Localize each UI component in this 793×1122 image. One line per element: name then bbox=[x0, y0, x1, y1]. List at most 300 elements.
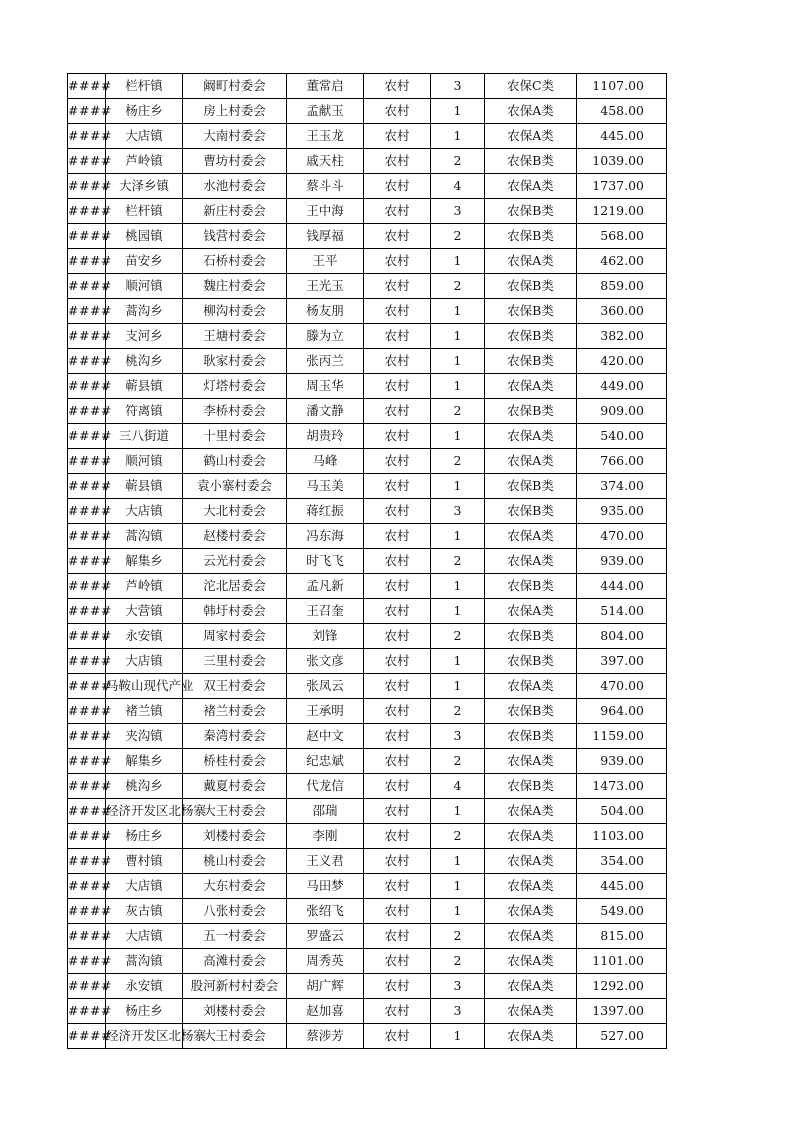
village-cell: 刘楼村委会 bbox=[183, 824, 287, 849]
table-row bbox=[68, 974, 667, 999]
area-type-cell: 农村 bbox=[364, 124, 431, 149]
amount-cell: 527.00 bbox=[577, 1024, 667, 1049]
name-cell: 胡贵玲 bbox=[287, 424, 364, 449]
date-cell: #### bbox=[68, 774, 106, 799]
date-cell: #### bbox=[68, 674, 106, 699]
count-cell: 2 bbox=[431, 149, 485, 174]
name-cell: 周秀英 bbox=[287, 949, 364, 974]
count-cell: 1 bbox=[431, 349, 485, 374]
count-cell: 1 bbox=[431, 674, 485, 699]
date-cell: #### bbox=[68, 974, 106, 999]
village-cell: 秦湾村委会 bbox=[183, 724, 287, 749]
amount-cell: 804.00 bbox=[577, 624, 667, 649]
area-type-cell: 农村 bbox=[364, 699, 431, 724]
table-row bbox=[68, 824, 667, 849]
township-cell: 大泽乡镇 bbox=[106, 174, 183, 199]
village-cell: 魏庄村委会 bbox=[183, 274, 287, 299]
category-cell: 农保A类 bbox=[485, 249, 577, 274]
name-cell: 董常启 bbox=[287, 74, 364, 99]
area-type-cell: 农村 bbox=[364, 499, 431, 524]
category-cell: 农保B类 bbox=[485, 699, 577, 724]
area-type-cell: 农村 bbox=[364, 199, 431, 224]
count-cell: 4 bbox=[431, 774, 485, 799]
name-cell: 蔡涉芳 bbox=[287, 1024, 364, 1049]
name-cell: 代龙信 bbox=[287, 774, 364, 799]
category-cell: 农保A类 bbox=[485, 449, 577, 474]
table-row bbox=[68, 724, 667, 749]
name-cell: 王中海 bbox=[287, 199, 364, 224]
table-row bbox=[68, 199, 667, 224]
table-row bbox=[68, 349, 667, 374]
township-cell: 蒿沟镇 bbox=[106, 524, 183, 549]
village-cell: 耿家村委会 bbox=[183, 349, 287, 374]
name-cell: 张绍飞 bbox=[287, 899, 364, 924]
township-cell: 桃沟乡 bbox=[106, 774, 183, 799]
category-cell: 农保B类 bbox=[485, 499, 577, 524]
count-cell: 3 bbox=[431, 199, 485, 224]
area-type-cell: 农村 bbox=[364, 324, 431, 349]
table-row bbox=[68, 749, 667, 774]
category-cell: 农保A类 bbox=[485, 924, 577, 949]
category-cell: 农保A类 bbox=[485, 549, 577, 574]
count-cell: 1 bbox=[431, 899, 485, 924]
village-cell: 戴夏村委会 bbox=[183, 774, 287, 799]
category-cell: 农保A类 bbox=[485, 899, 577, 924]
count-cell: 1 bbox=[431, 1024, 485, 1049]
amount-cell: 449.00 bbox=[577, 374, 667, 399]
amount-cell: 470.00 bbox=[577, 674, 667, 699]
amount-cell: 1159.00 bbox=[577, 724, 667, 749]
township-cell: 蕲县镇 bbox=[106, 474, 183, 499]
category-cell: 农保B类 bbox=[485, 649, 577, 674]
township-cell: 芦岭镇 bbox=[106, 149, 183, 174]
count-cell: 2 bbox=[431, 549, 485, 574]
amount-cell: 939.00 bbox=[577, 549, 667, 574]
category-cell: 农保A类 bbox=[485, 799, 577, 824]
township-cell: 大店镇 bbox=[106, 124, 183, 149]
township-cell: 大店镇 bbox=[106, 874, 183, 899]
area-type-cell: 农村 bbox=[364, 724, 431, 749]
area-type-cell: 农村 bbox=[364, 549, 431, 574]
township-cell: 苗安乡 bbox=[106, 249, 183, 274]
count-cell: 4 bbox=[431, 174, 485, 199]
table-row bbox=[68, 649, 667, 674]
township-cell: 灰古镇 bbox=[106, 899, 183, 924]
amount-cell: 1107.00 bbox=[577, 74, 667, 99]
name-cell: 孟凡新 bbox=[287, 574, 364, 599]
amount-cell: 859.00 bbox=[577, 274, 667, 299]
count-cell: 1 bbox=[431, 324, 485, 349]
category-cell: 农保A类 bbox=[485, 974, 577, 999]
township-cell: 栏杆镇 bbox=[106, 74, 183, 99]
village-cell: 曹坊村委会 bbox=[183, 149, 287, 174]
area-type-cell: 农村 bbox=[364, 274, 431, 299]
date-cell: #### bbox=[68, 249, 106, 274]
township-cell: 解集乡 bbox=[106, 549, 183, 574]
area-type-cell: 农村 bbox=[364, 99, 431, 124]
area-type-cell: 农村 bbox=[364, 449, 431, 474]
township-cell: 桃园镇 bbox=[106, 224, 183, 249]
amount-cell: 964.00 bbox=[577, 699, 667, 724]
name-cell: 马玉美 bbox=[287, 474, 364, 499]
category-cell: 农保B类 bbox=[485, 324, 577, 349]
area-type-cell: 农村 bbox=[364, 524, 431, 549]
table-row bbox=[68, 624, 667, 649]
date-cell: #### bbox=[68, 324, 106, 349]
category-cell: 农保A类 bbox=[485, 424, 577, 449]
name-cell: 王玉龙 bbox=[287, 124, 364, 149]
date-cell: #### bbox=[68, 599, 106, 624]
area-type-cell: 农村 bbox=[364, 974, 431, 999]
category-cell: 农保B类 bbox=[485, 274, 577, 299]
date-cell: #### bbox=[68, 474, 106, 499]
table-row bbox=[68, 474, 667, 499]
area-type-cell: 农村 bbox=[364, 424, 431, 449]
date-cell: #### bbox=[68, 499, 106, 524]
area-type-cell: 农村 bbox=[364, 874, 431, 899]
table-row bbox=[68, 874, 667, 899]
category-cell: 农保A类 bbox=[485, 949, 577, 974]
village-cell: 大王村委会 bbox=[183, 1024, 287, 1049]
category-cell: 农保A类 bbox=[485, 674, 577, 699]
township-cell: 三八街道 bbox=[106, 424, 183, 449]
amount-cell: 1397.00 bbox=[577, 999, 667, 1024]
date-cell: #### bbox=[68, 549, 106, 574]
amount-cell: 445.00 bbox=[577, 874, 667, 899]
amount-cell: 1103.00 bbox=[577, 824, 667, 849]
table-row bbox=[68, 699, 667, 724]
village-cell: 高滩村委会 bbox=[183, 949, 287, 974]
count-cell: 2 bbox=[431, 449, 485, 474]
category-cell: 农保B类 bbox=[485, 774, 577, 799]
table-row bbox=[68, 249, 667, 274]
category-cell: 农保B类 bbox=[485, 299, 577, 324]
count-cell: 1 bbox=[431, 649, 485, 674]
amount-cell: 568.00 bbox=[577, 224, 667, 249]
table-row bbox=[68, 849, 667, 874]
count-cell: 3 bbox=[431, 974, 485, 999]
count-cell: 3 bbox=[431, 999, 485, 1024]
name-cell: 戚天柱 bbox=[287, 149, 364, 174]
date-cell: #### bbox=[68, 199, 106, 224]
township-cell: 杨庄乡 bbox=[106, 99, 183, 124]
category-cell: 农保B类 bbox=[485, 149, 577, 174]
date-cell: #### bbox=[68, 799, 106, 824]
amount-cell: 909.00 bbox=[577, 399, 667, 424]
village-cell: 十里村委会 bbox=[183, 424, 287, 449]
date-cell: #### bbox=[68, 724, 106, 749]
village-cell: 周家村委会 bbox=[183, 624, 287, 649]
amount-cell: 504.00 bbox=[577, 799, 667, 824]
area-type-cell: 农村 bbox=[364, 774, 431, 799]
village-cell: 沱北居委会 bbox=[183, 574, 287, 599]
date-cell: #### bbox=[68, 849, 106, 874]
township-cell: 经济开发区北杨寨 bbox=[106, 1024, 183, 1049]
date-cell: #### bbox=[68, 349, 106, 374]
count-cell: 1 bbox=[431, 249, 485, 274]
village-cell: 新庄村委会 bbox=[183, 199, 287, 224]
name-cell: 时飞飞 bbox=[287, 549, 364, 574]
category-cell: 农保B类 bbox=[485, 199, 577, 224]
date-cell: #### bbox=[68, 1024, 106, 1049]
date-cell: #### bbox=[68, 949, 106, 974]
count-cell: 2 bbox=[431, 924, 485, 949]
date-cell: #### bbox=[68, 124, 106, 149]
amount-cell: 470.00 bbox=[577, 524, 667, 549]
village-cell: 钱营村委会 bbox=[183, 224, 287, 249]
village-cell: 大王村委会 bbox=[183, 799, 287, 824]
category-cell: 农保B类 bbox=[485, 574, 577, 599]
category-cell: 农保A类 bbox=[485, 824, 577, 849]
date-cell: #### bbox=[68, 624, 106, 649]
area-type-cell: 农村 bbox=[364, 299, 431, 324]
name-cell: 王承明 bbox=[287, 699, 364, 724]
area-type-cell: 农村 bbox=[364, 749, 431, 774]
table-row bbox=[68, 574, 667, 599]
table-row bbox=[68, 674, 667, 699]
township-cell: 经济开发区北杨寨 bbox=[106, 799, 183, 824]
name-cell: 王义君 bbox=[287, 849, 364, 874]
table-row bbox=[68, 449, 667, 474]
date-cell: #### bbox=[68, 824, 106, 849]
area-type-cell: 农村 bbox=[364, 399, 431, 424]
count-cell: 1 bbox=[431, 849, 485, 874]
count-cell: 1 bbox=[431, 474, 485, 499]
township-cell: 蕲县镇 bbox=[106, 374, 183, 399]
table-row bbox=[68, 524, 667, 549]
village-cell: 水池村委会 bbox=[183, 174, 287, 199]
village-cell: 双王村委会 bbox=[183, 674, 287, 699]
count-cell: 1 bbox=[431, 299, 485, 324]
category-cell: 农保A类 bbox=[485, 874, 577, 899]
count-cell: 2 bbox=[431, 274, 485, 299]
amount-cell: 420.00 bbox=[577, 349, 667, 374]
table-row bbox=[68, 949, 667, 974]
amount-cell: 549.00 bbox=[577, 899, 667, 924]
area-type-cell: 农村 bbox=[364, 224, 431, 249]
village-cell: 李桥村委会 bbox=[183, 399, 287, 424]
date-cell: #### bbox=[68, 524, 106, 549]
amount-cell: 766.00 bbox=[577, 449, 667, 474]
village-cell: 股河新村村委会 bbox=[183, 974, 287, 999]
village-cell: 赵楼村委会 bbox=[183, 524, 287, 549]
area-type-cell: 农村 bbox=[364, 149, 431, 174]
category-cell: 农保A类 bbox=[485, 749, 577, 774]
date-cell: #### bbox=[68, 449, 106, 474]
area-type-cell: 农村 bbox=[364, 849, 431, 874]
category-cell: 农保A类 bbox=[485, 124, 577, 149]
name-cell: 刘锋 bbox=[287, 624, 364, 649]
date-cell: #### bbox=[68, 899, 106, 924]
table-row bbox=[68, 224, 667, 249]
village-cell: 房上村委会 bbox=[183, 99, 287, 124]
name-cell: 钱厚福 bbox=[287, 224, 364, 249]
date-cell: #### bbox=[68, 999, 106, 1024]
name-cell: 赵加喜 bbox=[287, 999, 364, 1024]
category-cell: 农保B类 bbox=[485, 399, 577, 424]
category-cell: 农保B类 bbox=[485, 349, 577, 374]
township-cell: 永安镇 bbox=[106, 974, 183, 999]
data-table bbox=[67, 73, 667, 1049]
category-cell: 农保C类 bbox=[485, 74, 577, 99]
amount-cell: 1292.00 bbox=[577, 974, 667, 999]
amount-cell: 1737.00 bbox=[577, 174, 667, 199]
village-cell: 鹤山村委会 bbox=[183, 449, 287, 474]
name-cell: 邵瑞 bbox=[287, 799, 364, 824]
amount-cell: 360.00 bbox=[577, 299, 667, 324]
date-cell: #### bbox=[68, 424, 106, 449]
township-cell: 大店镇 bbox=[106, 499, 183, 524]
village-cell: 石桥村委会 bbox=[183, 249, 287, 274]
category-cell: 农保B类 bbox=[485, 224, 577, 249]
village-cell: 褚兰村委会 bbox=[183, 699, 287, 724]
area-type-cell: 农村 bbox=[364, 649, 431, 674]
table-row bbox=[68, 374, 667, 399]
village-cell: 灯塔村委会 bbox=[183, 374, 287, 399]
date-cell: #### bbox=[68, 649, 106, 674]
table-row bbox=[68, 74, 667, 99]
area-type-cell: 农村 bbox=[364, 1024, 431, 1049]
table-row bbox=[68, 324, 667, 349]
township-cell: 芦岭镇 bbox=[106, 574, 183, 599]
area-type-cell: 农村 bbox=[364, 624, 431, 649]
village-cell: 柳沟村委会 bbox=[183, 299, 287, 324]
count-cell: 3 bbox=[431, 499, 485, 524]
name-cell: 周玉华 bbox=[287, 374, 364, 399]
date-cell: #### bbox=[68, 99, 106, 124]
table-row bbox=[68, 299, 667, 324]
amount-cell: 935.00 bbox=[577, 499, 667, 524]
category-cell: 农保A类 bbox=[485, 599, 577, 624]
date-cell: #### bbox=[68, 574, 106, 599]
count-cell: 2 bbox=[431, 699, 485, 724]
township-cell: 永安镇 bbox=[106, 624, 183, 649]
table-row bbox=[68, 124, 667, 149]
village-cell: 五一村委会 bbox=[183, 924, 287, 949]
township-cell: 杨庄乡 bbox=[106, 999, 183, 1024]
name-cell: 张丙兰 bbox=[287, 349, 364, 374]
name-cell: 罗盛云 bbox=[287, 924, 364, 949]
name-cell: 李刚 bbox=[287, 824, 364, 849]
area-type-cell: 农村 bbox=[364, 174, 431, 199]
date-cell: #### bbox=[68, 149, 106, 174]
table-row bbox=[68, 799, 667, 824]
amount-cell: 939.00 bbox=[577, 749, 667, 774]
area-type-cell: 农村 bbox=[364, 474, 431, 499]
village-cell: 八张村委会 bbox=[183, 899, 287, 924]
table-row bbox=[68, 149, 667, 174]
table-row bbox=[68, 399, 667, 424]
name-cell: 孟献玉 bbox=[287, 99, 364, 124]
count-cell: 2 bbox=[431, 949, 485, 974]
township-cell: 蒿沟乡 bbox=[106, 299, 183, 324]
village-cell: 桃山村委会 bbox=[183, 849, 287, 874]
count-cell: 2 bbox=[431, 749, 485, 774]
count-cell: 1 bbox=[431, 874, 485, 899]
table-row bbox=[68, 424, 667, 449]
village-cell: 大东村委会 bbox=[183, 874, 287, 899]
date-cell: #### bbox=[68, 299, 106, 324]
category-cell: 农保B类 bbox=[485, 724, 577, 749]
category-cell: 农保A类 bbox=[485, 999, 577, 1024]
table-row bbox=[68, 924, 667, 949]
township-cell: 顺河镇 bbox=[106, 449, 183, 474]
village-cell: 刘楼村委会 bbox=[183, 999, 287, 1024]
area-type-cell: 农村 bbox=[364, 899, 431, 924]
date-cell: #### bbox=[68, 399, 106, 424]
name-cell: 杨友朋 bbox=[287, 299, 364, 324]
amount-cell: 514.00 bbox=[577, 599, 667, 624]
date-cell: #### bbox=[68, 224, 106, 249]
township-cell: 曹村镇 bbox=[106, 849, 183, 874]
count-cell: 1 bbox=[431, 574, 485, 599]
area-type-cell: 农村 bbox=[364, 349, 431, 374]
area-type-cell: 农村 bbox=[364, 824, 431, 849]
township-cell: 顺河镇 bbox=[106, 274, 183, 299]
table-row bbox=[68, 999, 667, 1024]
name-cell: 胡广辉 bbox=[287, 974, 364, 999]
township-cell: 桃沟乡 bbox=[106, 349, 183, 374]
category-cell: 农保A类 bbox=[485, 374, 577, 399]
township-cell: 符离镇 bbox=[106, 399, 183, 424]
table-row bbox=[68, 899, 667, 924]
township-cell: 大店镇 bbox=[106, 924, 183, 949]
village-cell: 云光村委会 bbox=[183, 549, 287, 574]
table-row bbox=[68, 599, 667, 624]
area-type-cell: 农村 bbox=[364, 799, 431, 824]
area-type-cell: 农村 bbox=[364, 674, 431, 699]
table-row bbox=[68, 549, 667, 574]
name-cell: 马田梦 bbox=[287, 874, 364, 899]
table-row bbox=[68, 99, 667, 124]
township-cell: 大店镇 bbox=[106, 649, 183, 674]
township-cell: 杨庄乡 bbox=[106, 824, 183, 849]
area-type-cell: 农村 bbox=[364, 949, 431, 974]
date-cell: #### bbox=[68, 924, 106, 949]
area-type-cell: 农村 bbox=[364, 374, 431, 399]
amount-cell: 374.00 bbox=[577, 474, 667, 499]
count-cell: 1 bbox=[431, 124, 485, 149]
category-cell: 农保A类 bbox=[485, 524, 577, 549]
area-type-cell: 农村 bbox=[364, 74, 431, 99]
name-cell: 蒋红振 bbox=[287, 499, 364, 524]
amount-cell: 815.00 bbox=[577, 924, 667, 949]
township-cell: 蒿沟镇 bbox=[106, 949, 183, 974]
count-cell: 1 bbox=[431, 799, 485, 824]
area-type-cell: 农村 bbox=[364, 599, 431, 624]
amount-cell: 462.00 bbox=[577, 249, 667, 274]
date-cell: #### bbox=[68, 274, 106, 299]
count-cell: 1 bbox=[431, 599, 485, 624]
township-cell: 马鞍山现代产业 bbox=[106, 674, 183, 699]
category-cell: 农保A类 bbox=[485, 849, 577, 874]
count-cell: 3 bbox=[431, 724, 485, 749]
township-cell: 解集乡 bbox=[106, 749, 183, 774]
count-cell: 1 bbox=[431, 374, 485, 399]
amount-cell: 444.00 bbox=[577, 574, 667, 599]
village-cell: 三里村委会 bbox=[183, 649, 287, 674]
village-cell: 阚町村委会 bbox=[183, 74, 287, 99]
area-type-cell: 农村 bbox=[364, 249, 431, 274]
amount-cell: 1219.00 bbox=[577, 199, 667, 224]
amount-cell: 397.00 bbox=[577, 649, 667, 674]
village-cell: 袁小寨村委会 bbox=[183, 474, 287, 499]
village-cell: 大北村委会 bbox=[183, 499, 287, 524]
count-cell: 2 bbox=[431, 624, 485, 649]
area-type-cell: 农村 bbox=[364, 999, 431, 1024]
count-cell: 1 bbox=[431, 524, 485, 549]
township-cell: 褚兰镇 bbox=[106, 699, 183, 724]
